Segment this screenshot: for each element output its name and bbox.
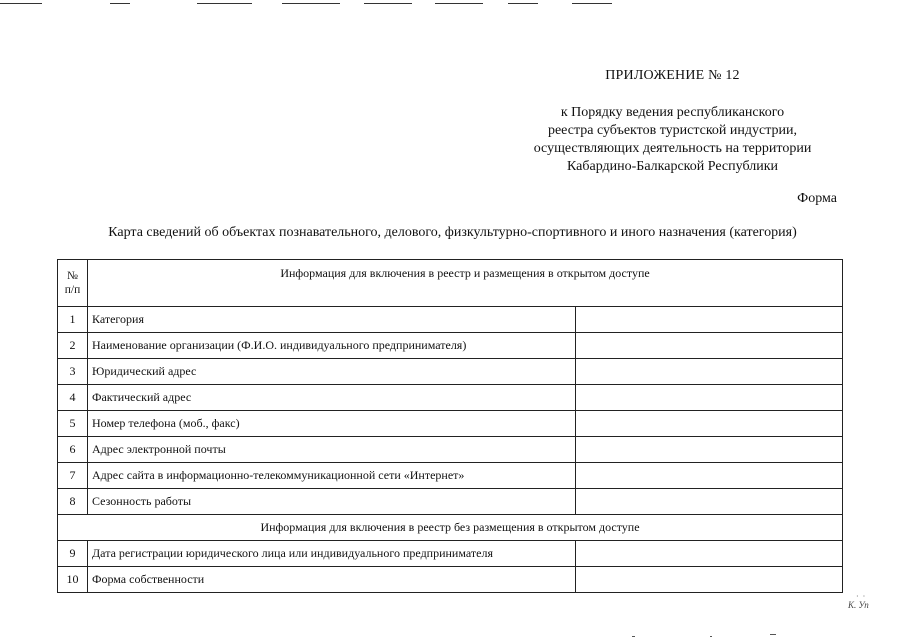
row-label: Номер телефона (моб., факс): [88, 411, 576, 437]
row-value-field[interactable]: [576, 541, 843, 567]
scan-mark: [435, 3, 483, 4]
section2-header-cell: Информация для включения в реестр без размещения в открытом доступе: [58, 515, 843, 541]
top-scan-marks: [0, 0, 905, 8]
row-number: 8: [58, 489, 88, 515]
scan-mark: [364, 3, 412, 4]
table-row: [58, 333, 843, 359]
row-number: 5: [58, 411, 88, 437]
table-row: [58, 307, 843, 333]
row-value-field[interactable]: [576, 333, 843, 359]
scan-mark: [282, 3, 340, 4]
table-row: [58, 463, 843, 489]
appendix-line: осуществляющих деятельность на территории: [533, 141, 812, 156]
form-label: Форма: [797, 191, 837, 206]
appendix-line: к Порядку ведения республиканского: [560, 105, 785, 120]
scan-mark: [572, 3, 612, 4]
row-number: 9: [58, 541, 88, 567]
row-label: Юридический адрес: [88, 359, 576, 385]
row-value-field[interactable]: [576, 307, 843, 333]
info-card-table: [57, 259, 843, 593]
row-value-field[interactable]: [576, 489, 843, 515]
row-label: Категория: [88, 307, 576, 333]
scan-mark: [197, 3, 252, 4]
row-label: Форма собственности: [88, 567, 576, 593]
scan-mark: [110, 3, 130, 4]
appendix-line: Кабардино-Балкарской Республики: [567, 159, 778, 174]
header-number-pp: п/п: [64, 284, 81, 296]
appendix-line: реестра субъектов туристской индустрии,: [547, 123, 798, 138]
header-number-sign: №: [67, 270, 78, 282]
row-label: Наименование организации (Ф.И.О. индивидуального предпринимателя): [88, 333, 576, 359]
section-header-row: [58, 515, 843, 541]
row-number: 2: [58, 333, 88, 359]
row-value-field[interactable]: [576, 359, 843, 385]
table-row: [58, 541, 843, 567]
scan-dot: [770, 634, 776, 635]
row-number: 10: [58, 567, 88, 593]
appendix-subtitle: [505, 104, 840, 176]
row-value-field[interactable]: [576, 411, 843, 437]
scan-dot: [632, 636, 635, 637]
row-label: Фактический адрес: [88, 385, 576, 411]
row-label: Сезонность работы: [88, 489, 576, 515]
table-row: [58, 385, 843, 411]
table-row: [58, 359, 843, 385]
header-number-cell: [58, 260, 88, 307]
appendix-title: ПРИЛОЖЕНИЕ № 12: [605, 68, 740, 83]
header-info-cell: Информация для включения в реестр и размещения в открытом доступе: [88, 260, 843, 307]
row-number: 6: [58, 437, 88, 463]
row-value-field[interactable]: [576, 463, 843, 489]
row-value-field[interactable]: [576, 437, 843, 463]
row-value-field[interactable]: [576, 567, 843, 593]
row-value-field[interactable]: [576, 385, 843, 411]
private-rows: [58, 541, 843, 593]
scan-mark: [0, 3, 42, 4]
scan-stamp-marks: · ·: [856, 592, 866, 601]
table-row: [58, 411, 843, 437]
public-rows: [58, 307, 843, 515]
table-row: [58, 437, 843, 463]
row-number: 7: [58, 463, 88, 489]
row-number: 4: [58, 385, 88, 411]
scan-mark: [508, 3, 538, 4]
table-row: [58, 489, 843, 515]
row-number: 1: [58, 307, 88, 333]
row-label: Адрес сайта в информационно-телекоммуникационной сети «Интернет»: [88, 463, 576, 489]
row-label: Дата регистрации юридического лица или индивидуального предпринимателя: [88, 541, 576, 567]
scan-stamp: К. Уп: [848, 600, 869, 610]
table-row: [58, 567, 843, 593]
scan-dot: [710, 636, 712, 637]
row-number: 3: [58, 359, 88, 385]
document-title: Карта сведений об объектах познавательного, делового, физкультурно-спортивного и иного назначения (категория): [108, 225, 797, 240]
row-label: Адрес электронной почты: [88, 437, 576, 463]
table-header-row: [58, 260, 843, 307]
